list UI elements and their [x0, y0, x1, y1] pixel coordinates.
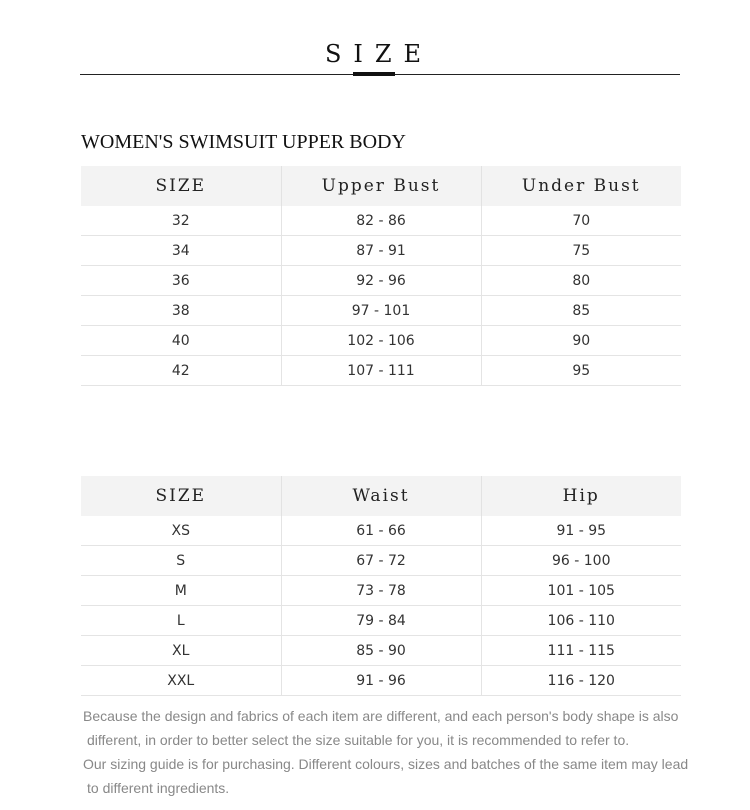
- table-row: [81, 266, 681, 296]
- size-cell: 40: [81, 326, 281, 356]
- size-cell: 38: [81, 296, 281, 326]
- sizing-note-purchasing: [83, 752, 703, 800]
- under-bust-cell: 90: [481, 326, 681, 356]
- table-row: [81, 666, 681, 696]
- lower-body-size-table: [81, 476, 681, 696]
- upper-bust-cell: 92 - 96: [281, 266, 481, 296]
- table-row: [81, 546, 681, 576]
- note-line: to different ingredients.: [87, 780, 230, 796]
- table-row: [81, 206, 681, 236]
- section-title-upper-body: WOMEN'S SWIMSUIT UPPER BODY: [81, 131, 406, 153]
- under-bust-cell: 75: [481, 236, 681, 266]
- hip-cell: 106 - 110: [481, 606, 681, 636]
- waist-cell: 67 - 72: [281, 546, 481, 576]
- size-cell: M: [81, 576, 281, 606]
- upper-bust-cell: 87 - 91: [281, 236, 481, 266]
- size-cell: 34: [81, 236, 281, 266]
- size-cell: L: [81, 606, 281, 636]
- table-row: [81, 576, 681, 606]
- upper-bust-cell: 102 - 106: [281, 326, 481, 356]
- waist-cell: 61 - 66: [281, 516, 481, 546]
- table-row: [81, 516, 681, 546]
- sizing-note-body-shape: [83, 704, 703, 752]
- size-cell: S: [81, 546, 281, 576]
- title-underline-accent: [353, 72, 395, 76]
- table-row: [81, 236, 681, 266]
- size-cell: XXL: [81, 666, 281, 696]
- size-cell: 42: [81, 356, 281, 386]
- column-header-upper-bust: Upper Bust: [281, 166, 481, 206]
- note-line: different, in order to better select the size suitable for you, it is recommended to refer to.: [87, 732, 630, 748]
- hip-cell: 96 - 100: [481, 546, 681, 576]
- waist-cell: 85 - 90: [281, 636, 481, 666]
- under-bust-cell: 80: [481, 266, 681, 296]
- upper-bust-cell: 82 - 86: [281, 206, 481, 236]
- column-header-size: SIZE: [81, 166, 281, 206]
- hip-cell: 116 - 120: [481, 666, 681, 696]
- hip-cell: 91 - 95: [481, 516, 681, 546]
- size-cell: XL: [81, 636, 281, 666]
- note-line: Our sizing guide is for purchasing. Different colours, sizes and batches of the same item may lead: [83, 756, 689, 772]
- column-header-waist: Waist: [281, 476, 481, 516]
- column-header-under-bust: Under Bust: [481, 166, 681, 206]
- table-header-row: [81, 476, 681, 516]
- table-row: [81, 606, 681, 636]
- under-bust-cell: 95: [481, 356, 681, 386]
- upper-bust-cell: 97 - 101: [281, 296, 481, 326]
- note-line: Because the design and fabrics of each item are different, and each person's body shape is also: [83, 708, 679, 724]
- size-cell: XS: [81, 516, 281, 546]
- column-header-size: SIZE: [81, 476, 281, 516]
- under-bust-cell: 70: [481, 206, 681, 236]
- table-header-row: [81, 166, 681, 206]
- table-row: [81, 296, 681, 326]
- waist-cell: 73 - 78: [281, 576, 481, 606]
- table-row: [81, 636, 681, 666]
- size-cell: 32: [81, 206, 281, 236]
- waist-cell: 91 - 96: [281, 666, 481, 696]
- hip-cell: 111 - 115: [481, 636, 681, 666]
- hip-cell: 101 - 105: [481, 576, 681, 606]
- under-bust-cell: 85: [481, 296, 681, 326]
- waist-cell: 79 - 84: [281, 606, 481, 636]
- size-cell: 36: [81, 266, 281, 296]
- upper-body-size-table: [81, 166, 681, 386]
- table-row: [81, 326, 681, 356]
- table-row: [81, 356, 681, 386]
- upper-bust-cell: 107 - 111: [281, 356, 481, 386]
- column-header-hip: Hip: [481, 476, 681, 516]
- page-title: SIZE: [324, 40, 434, 68]
